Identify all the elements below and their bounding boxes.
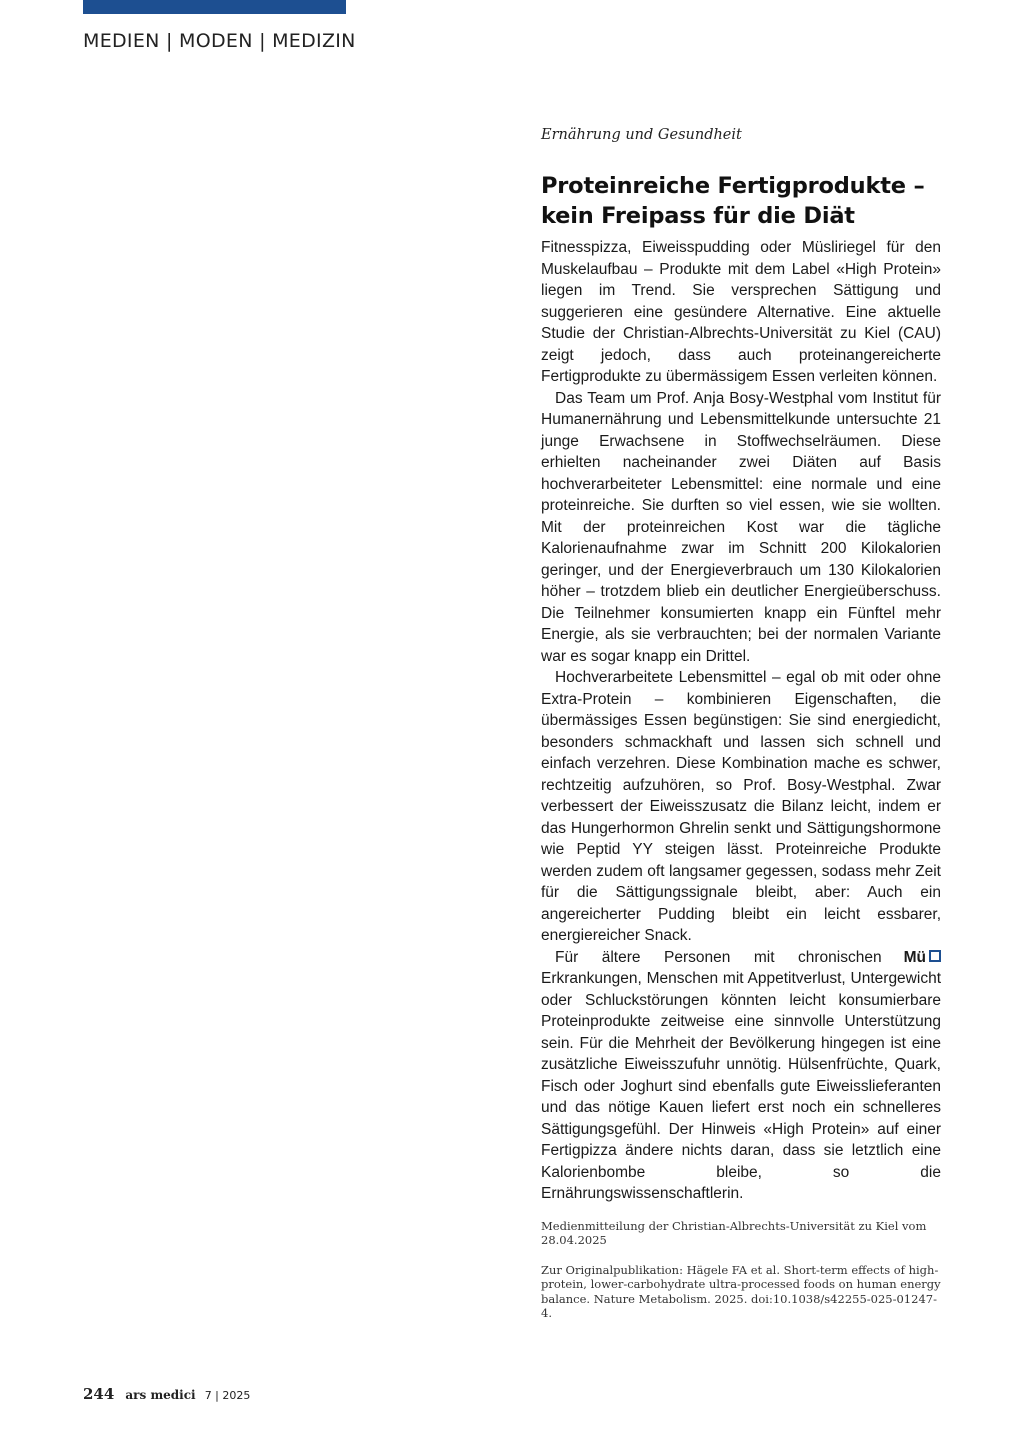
reference-note: Zur Originalpublikation: Hägele FA et al. Short-term effects of high-protein, lower-carbohydrate ultra-processed foods on human energy balance. Nature Metabolism. 2025. doi:10.1038/s42255-025-01247-4. (541, 1262, 941, 1320)
page-number: 244 (83, 1385, 115, 1403)
issue-number: 7 | 2025 (204, 1389, 251, 1402)
article-kicker: Ernährung und Gesundheit (541, 127, 742, 143)
paragraph-3: Hochverarbeitete Lebensmittel – egal ob mit oder ohne Extra-Protein – kombinieren Eigenschaften, die übermässiges Essen begünstigen: Sie sind energiedicht, besonders schmackhaft und lassen sich schnell und einfach verzehren. Diese Kombination mache es schwer, rechtzeitig aufzuhören, so Prof. Bosy-Westphal. Zwar verbessert der Eiweisszusatz die Bilanz leicht, indem er das Hungerhormon Ghrelin senkt und Sättigungshormone wie Peptid YY steigen lässt. Proteinreiche Produkte werden zudem oft langsamer gegessen, sodass mehr Zeit für die Sättigungssignale bleibt, aber: Auch ein angereicherter Pudding bleibt ein leicht essbarer, energiereicher Snack. (541, 669, 941, 944)
magazine-name: ars medici (125, 1388, 196, 1402)
article (541, 127, 941, 1321)
section-header: MEDIEN | MODEN | MEDIZIN (83, 30, 356, 52)
paragraph-4-text: Für ältere Personen mit chronischen Erkrankungen, Menschen mit Appetitverlust, Untergewicht oder Schluckstörungen könnten leicht konsumierbare Proteinprodukte zeitweise eine sinnvolle Unterstützung sein. Für die Mehrheit der Bevölkerung hingegen ist eine zusätzliche Eiweisszufuhr unnötig. Hülsenfrüchte, Quark, Fisch oder Joghurt sind ebenfalls gute Eiweisslieferanten und das nötige Kauen liefert erst noch ein schnelleres Sättigungsgefühl. Der Hinweis «High Protein» auf einer Fertigpizza ändere nichts daran, dass sie letztlich eine Kalorienbombe bleibe, so die Ernährungswissenschaftlerin. (541, 948, 941, 1202)
author-signature (890, 947, 941, 969)
article-body (541, 237, 941, 1205)
source-note: Medienmitteilung der Christian-Albrechts-Universität zu Kiel vom 28.04.2025 (541, 1218, 927, 1247)
headline-line-1: Proteinreiche Fertigprodukte – (541, 173, 925, 199)
page-footer (83, 1384, 250, 1403)
paragraph-2: Das Team um Prof. Anja Bosy-Westphal vom Institut für Humanernährung und Lebensmittelkunde untersuchte 21 junge Erwachsene in Stoffwechselräumen. Diese erhielten nacheinander zwei Diäten auf Basis hochverarbeiteter Lebensmittel: eine normale und eine proteinreiche. Sie durften so viel essen, wie sie wollten. Mit der proteinreichen Kost war die tägliche Kalorienaufnahme zwar im Schnitt 200 Kilokalorien geringer, und der Energieverbrauch um 130 Kilokalorien höher – trotzdem blieb ein deutlicher Energieüberschuss. Die Teilnehmer konsumierten knapp ein Fünftel mehr Energie, als sie verbrauchten; bei der normalen Variante war es sogar knapp ein Drittel. (541, 389, 941, 665)
headline-line-2: kein Freipass für die Diät (541, 203, 855, 229)
paragraph-1: Fitnesspizza, Eiweisspudding oder Müsliriegel für den Muskelaufbau – Produkte mit dem Label «High Protein» liegen im Trend. Sie versprechen Sättigung und suggerieren eine gesündere Alternative. Eine aktuelle Studie der Christian-Albrechts-Universität zu Kiel (CAU) zeigt jedoch, dass auch proteinangereicherte Fertigprodukte zu übermässigem Essen verleiten können. (541, 239, 941, 385)
header-accent-bar (83, 0, 346, 14)
paragraph-4 (541, 947, 941, 1205)
article-headline (541, 171, 941, 231)
end-square-icon (929, 950, 941, 962)
author-initials: Mü (903, 948, 926, 966)
